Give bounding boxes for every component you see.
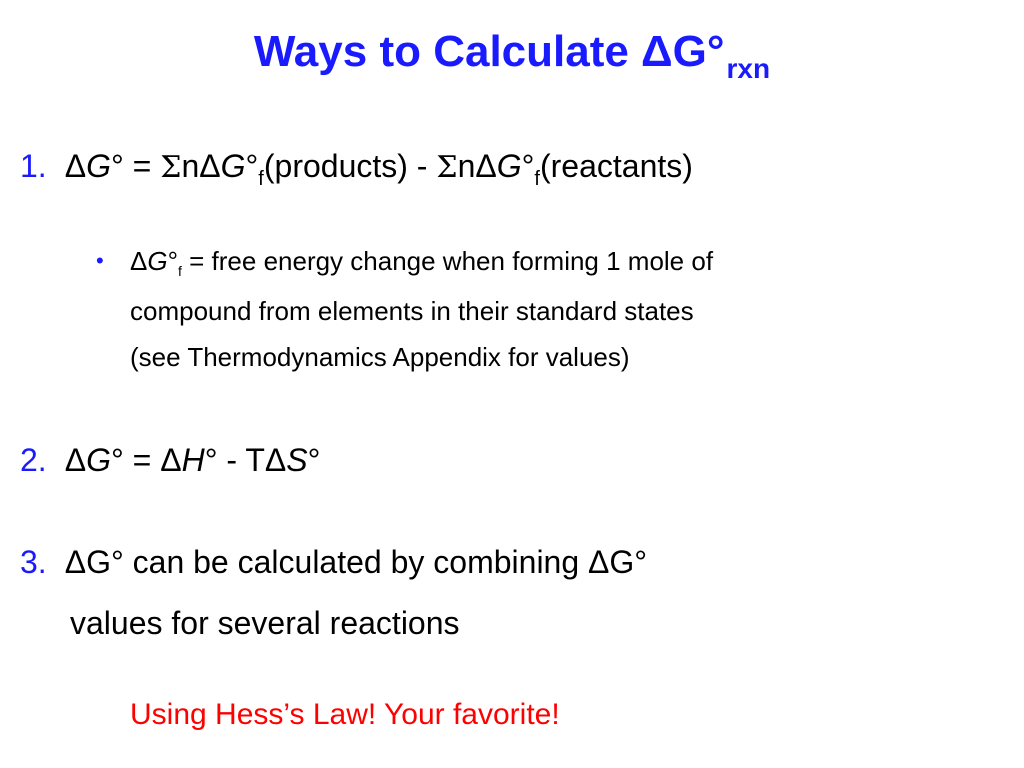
subscript-f: f [178, 263, 182, 279]
bullet-line-2: compound from elements in their standard states [130, 296, 694, 326]
eq-text: (reactants) [539, 148, 693, 184]
method-1-equation [20, 146, 693, 191]
eq-text: ° - TΔ [204, 442, 287, 478]
var-g: G [147, 246, 168, 276]
title-subscript: rxn [726, 53, 771, 84]
degree-symbol: ° [307, 442, 321, 478]
delta-symbol: Δ [64, 148, 87, 184]
title-text: Ways to Calculate ΔG° [253, 27, 725, 76]
definition-bullet [96, 238, 976, 380]
var-g: G [220, 148, 246, 184]
degree-symbol: ° [245, 148, 259, 184]
subscript-f: f [534, 168, 540, 190]
eq-text: nΔ [457, 148, 497, 184]
var-g: G [86, 148, 111, 184]
bullet-line-3: (see Thermodynamics Appendix for values) [130, 342, 630, 372]
var-g: G [86, 442, 111, 478]
item-number-2: 2. [20, 442, 47, 478]
item-number-3: 3. [20, 544, 47, 580]
method-3-line-1 [20, 542, 647, 582]
degree-symbol: ° [521, 148, 535, 184]
sigma-symbol: Σ [160, 150, 182, 185]
hess-law-note: Using Hess’s Law! Your favorite! [130, 698, 560, 731]
eq-text: (products) - [263, 148, 437, 184]
var-s: S [286, 442, 308, 478]
var-g: G [496, 148, 522, 184]
var-h: H [181, 442, 205, 478]
subscript-f: f [258, 168, 264, 190]
method-3-text: ΔG° can be calculated by combining ΔG° [64, 544, 648, 580]
method-3-line-2 [70, 603, 460, 643]
sigma-symbol: Σ [436, 150, 458, 185]
eq-text: ° = Δ [110, 442, 182, 478]
method-3-text-cont: values for several reactions [70, 605, 460, 641]
slide-title [0, 22, 1024, 87]
delta-symbol: Δ [64, 442, 87, 478]
eq-text: nΔ [181, 148, 221, 184]
eq-text: ° = [110, 148, 161, 184]
degree-symbol: ° [167, 246, 179, 276]
method-2-equation [20, 440, 320, 480]
bullet-line-1: = free energy change when forming 1 mole of [181, 246, 714, 276]
bullet-icon: • [96, 248, 104, 273]
item-number-1: 1. [20, 148, 47, 184]
bullet-body [130, 238, 976, 380]
delta-symbol: Δ [130, 246, 148, 276]
